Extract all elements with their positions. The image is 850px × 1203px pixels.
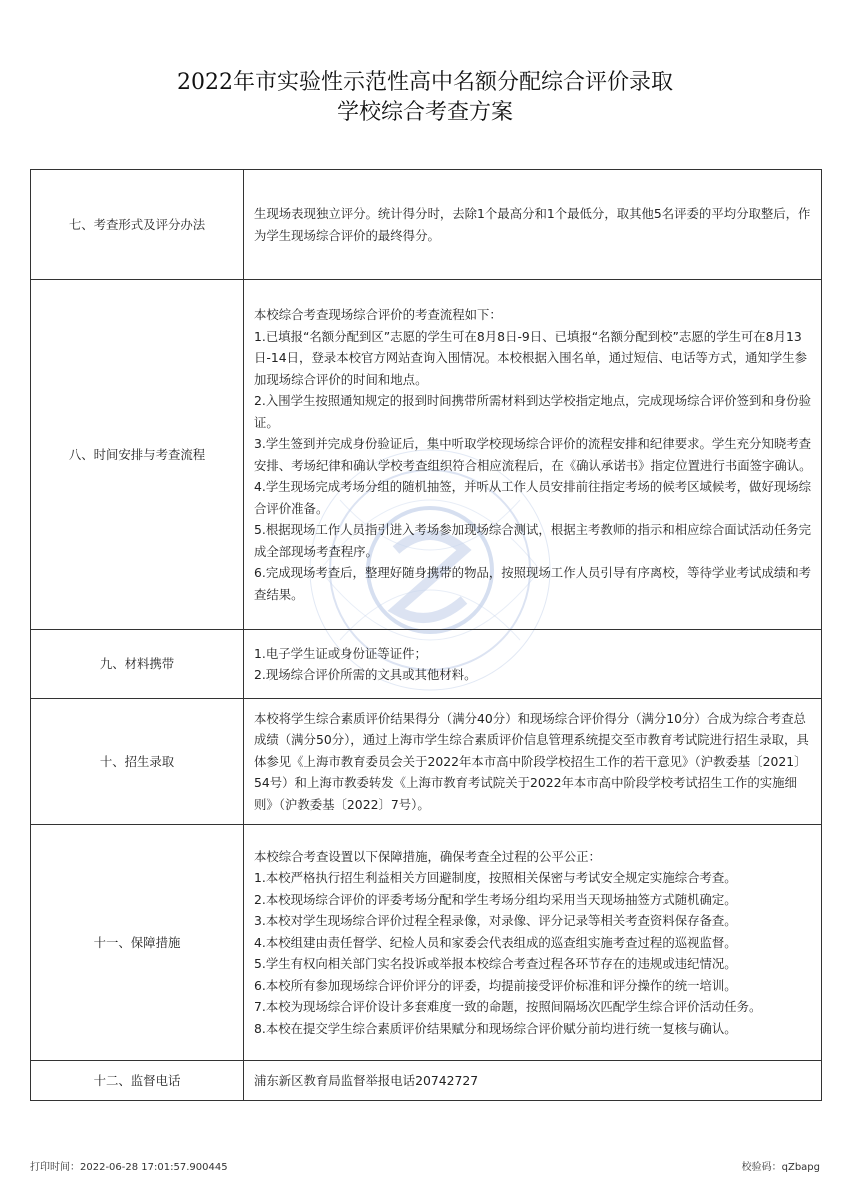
table-row: [31, 699, 822, 825]
content-paragraph: 6.完成现场考查后，整理好随身携带的物品，按照现场工作人员引导有序离校，等待学业考试成绩和考查结果。: [254, 565, 812, 602]
title-line-2: 学校综合考查方案: [336, 100, 513, 125]
content-paragraph: 本校将学生综合素质评价结果得分（满分40分）和现场综合评价得分（满分10分）合成为综合考查总成绩（满分50分），通过上海市学生综合素质评价信息管理系统提交至市教育考试院进行招生录取，具体参见《上海市教育委员会关于2022年本市高中阶段学校招生工作的若干意见》（沪教委基〔2021〕54号）和上海市教委转发《上海市教育考试院关于2022年本市高中阶段学校考试招生工作的实施细则》（沪教委基〔2022〕7号）。: [254, 710, 809, 812]
content-paragraph: 1.电子学生证或身份证等证件；: [254, 645, 427, 661]
row-content: [244, 170, 822, 280]
row-label: 十、招生录取: [31, 699, 244, 825]
table-row: [31, 1061, 822, 1101]
document-title: [0, 68, 850, 128]
content-paragraph: 1.已填报“名额分配到区”志愿的学生可在8月8日-9日、已填报“名额分配到校”志愿的学生可在8月13日-14日，登录本校官方网站查询入围情况。本校根据入围名单，通过短信、电话等方式，通知学生参加现场综合评价的时间和地点。: [254, 328, 808, 387]
row-content: [244, 630, 822, 699]
content-paragraph: 生现场表现独立评分。统计得分时，去除1个最高分和1个最低分，取其他5名评委的平均分取整后，作为学生现场综合评价的最终得分。: [254, 206, 811, 243]
row-label: 八、时间安排与考查流程: [31, 280, 244, 630]
content-paragraph: 2.本校现场综合评价的评委考场分配和学生考场分组均采用当天现场抽签方式随机确定。: [254, 891, 737, 907]
content-paragraph: 4.本校组建由责任督学、纪检人员和家委会代表组成的巡查组实施考查过程的巡视监督。: [254, 934, 737, 950]
content-paragraph: 本校综合考查现场综合评价的考查流程如下：: [254, 307, 502, 322]
content-paragraph: 2.入围学生按照通知规定的报到时间携带所需材料到达学校指定地点，完成现场综合评价签到和身份验证。: [254, 393, 812, 430]
row-label: 十二、监督电话: [31, 1061, 244, 1101]
content-paragraph: 6.本校所有参加现场综合评价评分的评委，均提前接受评价标准和评分操作的统一培训。: [254, 977, 737, 993]
content-paragraph: 4.学生现场完成考场分组的随机抽签，并听从工作人员安排前往指定考场的候考区域候考，做好现场综合评价准备。: [254, 479, 812, 516]
content-paragraph: 3.学生签到并完成身份验证后，集中听取学校现场综合评价的流程安排和纪律要求。学生充分知晓考查安排、考场纪律和确认学校考查组织符合相应流程后，在《确认承诺书》指定位置进行书面签字确认。: [254, 436, 812, 473]
row-label: 九、材料携带: [31, 630, 244, 699]
row-label: 十一、保障措施: [31, 825, 244, 1061]
row-label: 七、考查形式及评分办法: [31, 170, 244, 280]
content-paragraph: 5.根据现场工作人员指引进入考场参加现场综合测试，根据主考教师的指示和相应综合面试活动任务完成全部现场考查程序。: [254, 522, 812, 559]
content-paragraph: 8.本校在提交学生综合素质评价结果赋分和现场综合评价赋分前均进行统一复核与确认。: [254, 1020, 737, 1036]
row-content: [244, 825, 822, 1061]
row-content: [244, 1061, 822, 1101]
content-paragraph: 5.学生有权向相关部门实名投诉或举报本校综合考查过程各环节存在的违规或违纪情况。: [254, 956, 737, 972]
content-paragraph: 1.本校严格执行招生利益相关方回避制度，按照相关保密与考试安全规定实施综合考查。: [254, 870, 737, 886]
assessment-plan-table: [30, 169, 822, 1101]
content-paragraph: 浦东新区教育局监督举报电话20742727: [254, 1072, 479, 1088]
row-content: [244, 699, 822, 825]
content-paragraph: 2.现场综合评价所需的文具或其他材料。: [254, 667, 477, 682]
content-paragraph: 本校综合考查设置以下保障措施，确保考查全过程的公平公正：: [254, 848, 601, 864]
title-line-1: 2022年市实验性示范性高中名额分配综合评价录取: [177, 70, 673, 95]
row-content: [244, 280, 822, 630]
table-row: [31, 170, 822, 280]
table-row: [31, 630, 822, 699]
verify-code: 校验码：qZbapg: [741, 1162, 820, 1173]
content-paragraph: 7.本校为现场综合评价设计多套难度一致的命题，按照间隔场次匹配学生综合评价活动任务。: [254, 999, 762, 1015]
content-paragraph: 3.本校对学生现场综合评价过程全程录像，对录像、评分记录等相关考查资料保存备查。: [254, 913, 737, 929]
table-row: [31, 825, 822, 1061]
print-time: 打印时间：2022-06-28 17:01:57.900445: [30, 1162, 228, 1173]
table-row: [31, 280, 822, 630]
